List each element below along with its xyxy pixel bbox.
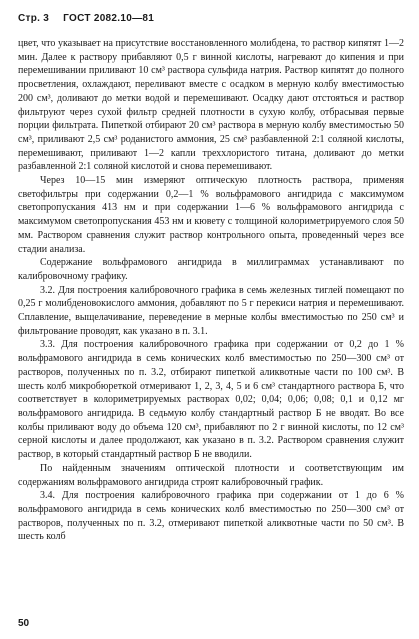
- paragraph: цвет, что указывает на присутствие восстановленного молибдена, то раствор кипятят 1—2 мин. Далее к раствору прибавляют 0,5 г винной кислоты, нагревают до кипения и при перемешивании приливают 10 см³ раствора сульфида натрия. Раствор кипятят до полного просветления, охлаждают, переливают вместе с осадком в мерную колбу вместимостью 200 см³, доливают до метки водой и перемешивают. Осадку дают отстояться и раствор фильтруют через сухой фильтр средней плотности в сухую колбу, отбрасывая первые порции фильтрата. Пипеткой отбирают 20 см³ раствора в мерную колбу вместимостью 50 см³, приливают 2,5 см³ роданистого аммония, 25 см³ разбавленной 2:1 соляной кислоты, перемешивают, приливают 1—2 капли треххлористого титана, доливают до метки разбавленной 2:1 соляной кислотой и снова перемешивают.: [18, 38, 404, 173]
- document-body: [18, 37, 404, 544]
- paragraph: 3.3. Для построения калибровочного графика при содержании от 0,2 до 1 % вольфрамового ангидрида в семь конических колб вместимостью по 250—300 см³ от растворов, полученных по п. 3.2, отбирают пипеткой аликвотные части по 100 см³. В шесть колб микробюреткой отмеривают 1, 2, 3, 4, 5 и 6 см³ стандартного раствора Б, что соответствует в колориметрируемых растворах 0,02; 0,04; 0,06; 0,08; 0,1 и 0,12 мг вольфрамового ангидрида. В седьмую колбу стандартный раствор Б не вводят. Во все колбы приливают воду до объема 120 см³, прибавляют по 2 г винной кислоты, по 12 см³ серной кислоты и далее продолжают, как указано в п. 3.2. Раствором сравнения служит раствор, в который стандартный раствор Б не вводили.: [18, 339, 404, 461]
- paragraph: 3.4. Для построения калибровочного графика при содержании от 1 до 6 % вольфрамового ангидрида в семь конических колб вместимостью по 250—300 см³ от растворов, полученных по п. 3.2, отмеривают пипеткой аликвотные части по 50 см³. В шесть колб: [18, 490, 404, 543]
- standard-code: ГОСТ 2082.10—81: [63, 13, 155, 24]
- paragraph: Содержание вольфрамового ангидрида в миллиграммах устанавливают по калибровочному графику.: [18, 257, 404, 282]
- paragraph: 3.2. Для построения калибровочного графика в семь железных тиглей помещают по 0,25 г молибденовокислого аммония, добавляют по 5 г перекиси натрия и перемешивают. Сплавление, выщелачивание, переведение в мерные колбы вместимостью по 250 см³ и фильтрование проводят, как указано в п. 3.1.: [18, 284, 404, 337]
- paragraph: Через 10—15 мин измеряют оптическую плотность раствора, применяя светофильтры при содержании 0,2—1 % вольфрамового ангидрида с максимумом светопропускания 413 нм и при содержании 1—6 % вольфрамового ангидрида с максимумом светопропускания 453 нм и кювету с толщиной колориметрируемого слоя 50 мм. Раствором сравнения служит раствор контрольного опыта, проведенный через все стадии анализа.: [18, 175, 404, 255]
- paragraph: По найденным значениям оптической плотности и соответствующим им содержаниям вольфрамового ангидрида строят калибровочный график.: [18, 462, 404, 488]
- page-label: Стр. 3: [18, 13, 50, 24]
- page-header: [18, 13, 154, 24]
- page-number: 50: [18, 618, 30, 629]
